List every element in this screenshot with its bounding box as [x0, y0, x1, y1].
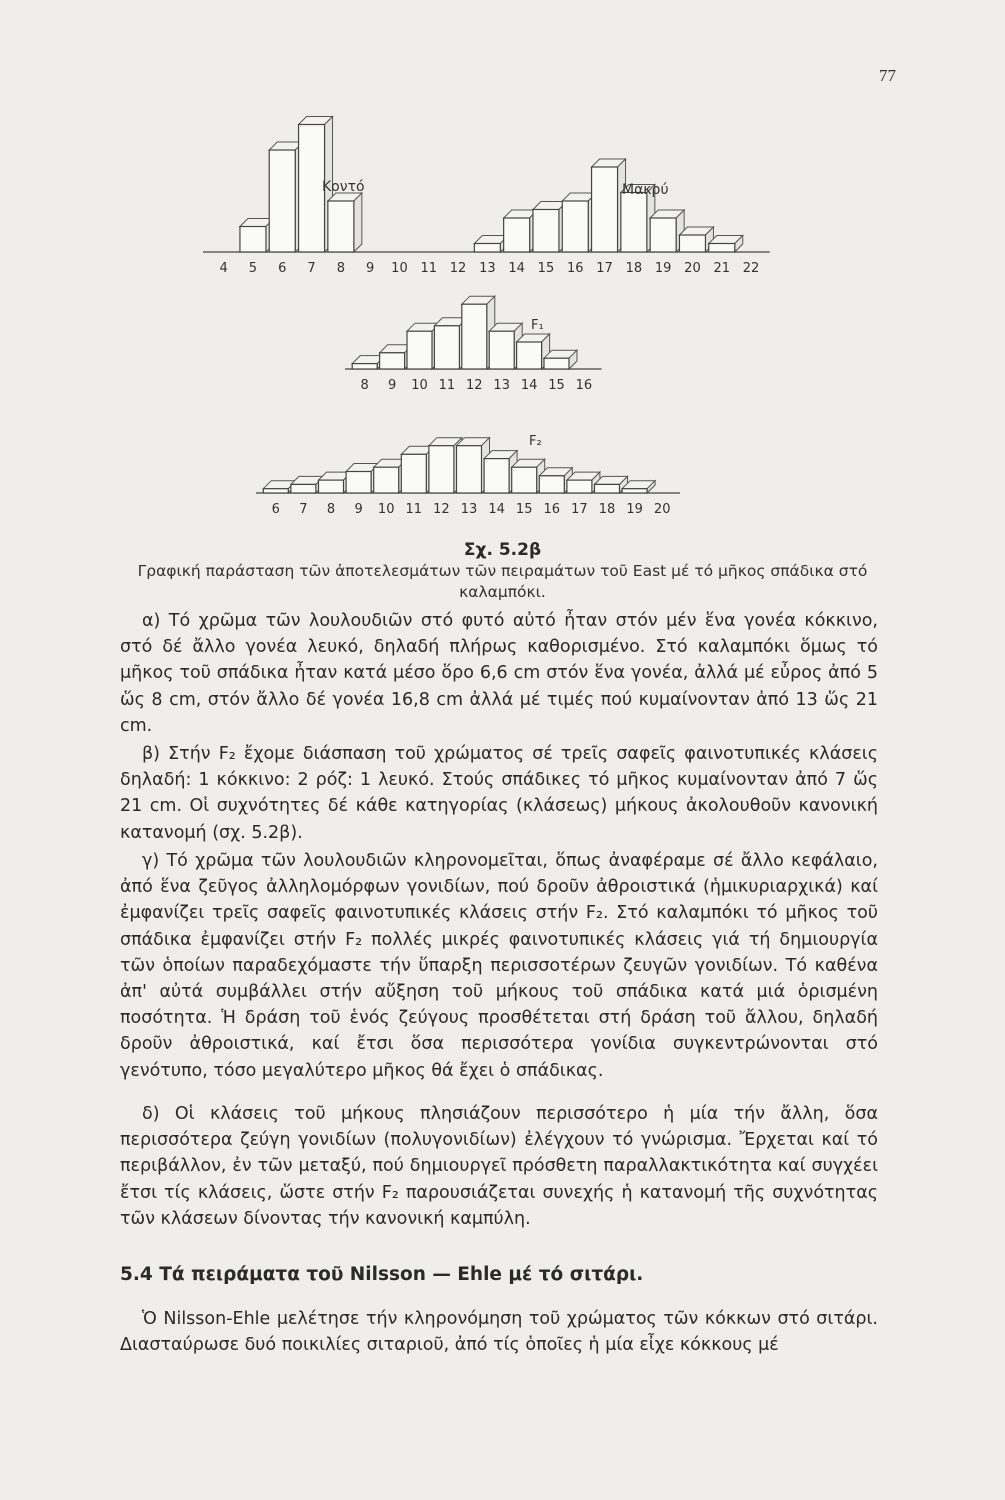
parents-tick-16: 16 [566, 261, 584, 276]
parents-tick-8: 8 [336, 261, 345, 276]
f2-bar-17-front [567, 480, 592, 493]
f1-bar-8-front [352, 364, 377, 369]
label-f1: F₁ [531, 318, 544, 333]
parents-tick-10: 10 [391, 261, 408, 276]
figure-label: Σχ. 5.2β [463, 540, 542, 560]
f2-tick-7: 7 [299, 502, 308, 517]
parents-tick-12: 12 [449, 261, 467, 276]
parents-tick-14: 14 [508, 261, 525, 276]
f2-bar-11-front [401, 454, 426, 493]
f1-tick-9: 9 [387, 378, 397, 393]
f1-tick-8: 8 [360, 378, 369, 393]
f2-tick-9: 9 [354, 502, 363, 517]
parents-bar-21 [709, 236, 743, 253]
f1-tick-16: 16 [575, 378, 593, 393]
parents-bar-19-front [650, 218, 676, 252]
parents-bar-8 [328, 193, 362, 252]
paragraph-d: δ) Οἱ κλάσεις τοῦ μήκους πλησιάζουν περισσότερο ἡ μία τήν ἄλλη, ὅσα περισσότερα ζεύγη γονιδίων (πολυγονιδίων) ἐλέγχουν τό γνώρισμα. Ἔρχεται καί τό περιβάλλον, ἐν τῶν μεταξύ, πού δημιουργεῖ πρόσθετη παραλλακτικότητα καί συγχέει ἔτσι τίς κλάσεις, ὥστε στήν F₂ παρουσιάζεται συνεχής ἡ κατανομή τῆς συχνότητας τῶν κλάσεων δίνοντας τήν κανονική καμπύλη. [120, 1104, 878, 1229]
f1-bar-13-front [489, 331, 514, 369]
f2-tick-13: 13 [460, 502, 478, 517]
label-long: Μακρύ [622, 182, 669, 198]
f2-tick-20: 20 [653, 502, 671, 517]
parents-tick-15: 15 [537, 261, 555, 276]
f2-bar-16-front [539, 476, 564, 493]
paragraph-b: β) Στήν F₂ ἔχομε διάσπαση τοῦ χρώματος σέ τρεῖς σαφεῖς φαινοτυπικές κλάσεις δηλαδή: 1 κόκκινο: 2 ρόζ: 1 λευκό. Στούς σπάδικες τό μῆκος κυμαίνονταν ἀπό 7 ὥς 21 cm. Οἱ συχνότητες δέ κάθε κατηγορίας (κλάσεως) μήκους ἀκολουθοῦν κανονική κατανομή (σχ. 5.2β). [120, 744, 878, 843]
parents-bar-6-front [269, 150, 295, 252]
parents-bar-17-front [592, 167, 618, 252]
f2-tick-16: 16 [543, 502, 561, 517]
f2-tick-18: 18 [598, 502, 616, 517]
f2-tick-12: 12 [433, 502, 450, 517]
parents-bar-18-front [621, 193, 647, 253]
parents-bar-21-front [709, 244, 735, 253]
parents-tick-9: 9 [366, 261, 375, 276]
paragraph-e: Ὁ Nilsson-Ehle μελέτησε τήν κληρονόμηση τοῦ χρώματος τῶν κόκκων στό σιτάρι. Διασταύρωσε δυό ποικιλίες σιταριοῦ, ἀπό τίς ὁποῖες ἡ μία εἶχε κόκκους μέ [120, 1309, 878, 1356]
f2-bar-6-front [263, 489, 288, 493]
chart-f2 [256, 434, 680, 517]
parents-tick-20: 20 [684, 261, 701, 276]
parents-tick-5: 5 [248, 261, 258, 276]
f2-bar-14-front [484, 459, 509, 493]
parents-tick-4: 4 [219, 261, 228, 276]
f1-tick-12: 12 [466, 378, 483, 393]
f1-bar-11-front [434, 326, 459, 369]
figure-5-2b [0, 0, 1005, 601]
f1-bar-9-front [380, 353, 405, 369]
parents-tick-7: 7 [307, 261, 316, 276]
paragraph-a: α) Τό χρῶμα τῶν λουλουδιῶν στό φυτό αὐτό ἦταν στόν μέν ἕνα γονέα κόκκινο, στό δέ ἄλλο γονέα λευκό, δηλαδή πλήρως καθορισμένο. Στό καλαμπόκι ὅμως τό μῆκος τοῦ σπάδικα ἦταν κατά μέσο ὅρο 6,6 cm στόν ἕνα γονέα, ἀλλά μέ εὖρος ἀπό 5 ὥς 8 cm, στόν ἄλλο δέ γονέα 16,8 cm ἀλλά μέ τιμές πού κυμαίνονταν ἀπό 13 ὥς 21 cm. [120, 611, 878, 736]
parents-bar-7-front [299, 125, 325, 253]
f1-bar-14-front [517, 342, 542, 369]
parents-bar-5-front [240, 227, 266, 253]
f2-tick-8: 8 [326, 502, 336, 517]
histogram-charts [0, 0, 1005, 540]
f2-tick-10: 10 [377, 502, 395, 517]
f2-tick-6: 6 [271, 502, 280, 517]
f2-bar-10-front [374, 467, 399, 493]
f1-tick-10: 10 [411, 378, 428, 393]
f2-tick-19: 19 [626, 502, 643, 517]
paragraph-g: γ) Τό χρῶμα τῶν λουλουδιῶν κληρονομεῖται, ὅπως ἀναφέραμε σέ ἄλλο κεφάλαιο, ἀπό ἕνα ζεῦγος ἀλληλομόρφων γονιδίων, πού δροῦν ἀθροιστικά (ἡμικυριαρχικά) καί ἐμφανίζει τρεῖς σαφεῖς φαινοτυπικές κλάσεις στήν F₂. Στό καλαμπόκι τό μῆκος τοῦ σπάδικα ἐμφανίζει στήν F₂ πολλές μικρές φαινοτυπικές κλάσεις γιά τή δημιουργία τῶν ὁποίων παραδεχόμαστε τήν ὕπαρξη περισσοτέρων ζευγῶν γονιδίων. Τό καθένα ἀπ' αὐτά συμβάλλει στήν αὔξηση τοῦ μήκους τοῦ σπάδικα κατά μιά ὁρισμένη ποσότητα. Ἡ δράση τοῦ ἑνός ζεύγους προσθέτεται στή δράση τοῦ ἄλλου, δηλαδή δροῦν ἀθροιστικά, καί ἔτσι ὅσα περισσότερα γονίδια συγκεντρώνονται στό γενότυπο, τόσο μεγαλύτερο μῆκος θά ἔχει ὁ σπάδικας. [120, 851, 878, 1081]
parents-tick-13: 13 [479, 261, 496, 276]
parents-bar-13-front [474, 244, 500, 253]
f2-tick-14: 14 [488, 502, 505, 517]
section-heading: 5.4 Τά πειράματα τοῦ Nilsson — Ehle μέ τό σιτάρι. [120, 1264, 644, 1285]
parents-tick-11: 11 [420, 261, 438, 276]
parents-bar-8-side [354, 193, 362, 252]
f1-bar-15 [544, 350, 577, 369]
f2-tick-17: 17 [571, 502, 588, 517]
f1-tick-13: 13 [493, 378, 510, 393]
f2-bar-13-front [457, 446, 482, 493]
parents-tick-22: 22 [742, 261, 760, 276]
figure-caption: Γραφική παράσταση τῶν ἀποτελεσμάτων τῶν πειραμάτων τοῦ East μέ τό μῆκος σπάδικα στό καλαμπόκι. [137, 562, 868, 601]
f2-bar-15-front [512, 467, 537, 493]
f2-tick-15: 15 [515, 502, 533, 517]
f1-bar-10-front [407, 331, 432, 369]
f2-bar-12-front [429, 446, 454, 493]
chart-parents [203, 117, 770, 277]
f1-tick-14: 14 [520, 378, 538, 393]
f1-bar-15-front [544, 358, 569, 369]
f1-bar-12-front [462, 304, 487, 369]
f2-bar-18-front [595, 484, 620, 493]
f2-bar-8-front [319, 480, 344, 493]
chart-f1 [345, 296, 602, 393]
f2-bar-9-front [346, 472, 371, 494]
parents-tick-6: 6 [278, 261, 287, 276]
parents-tick-21: 21 [713, 261, 731, 276]
label-f2: F₂ [529, 434, 542, 449]
parents-tick-17: 17 [596, 261, 613, 276]
parents-tick-19: 19 [654, 261, 672, 276]
page-number: 77 [879, 66, 896, 85]
label-short: Κοντό [322, 179, 365, 195]
parents-bar-15-front [533, 210, 559, 253]
parents-bar-8-front [328, 201, 354, 252]
f1-tick-15: 15 [548, 378, 565, 393]
parents-bar-14-front [504, 218, 530, 252]
f2-tick-11: 11 [405, 502, 423, 517]
f2-bar-7-front [291, 484, 316, 493]
f2-bar-19-front [622, 489, 647, 493]
parents-bar-16-front [562, 201, 588, 252]
parents-tick-18: 18 [625, 261, 643, 276]
parents-bar-20-front [679, 235, 705, 252]
f1-tick-11: 11 [438, 378, 456, 393]
